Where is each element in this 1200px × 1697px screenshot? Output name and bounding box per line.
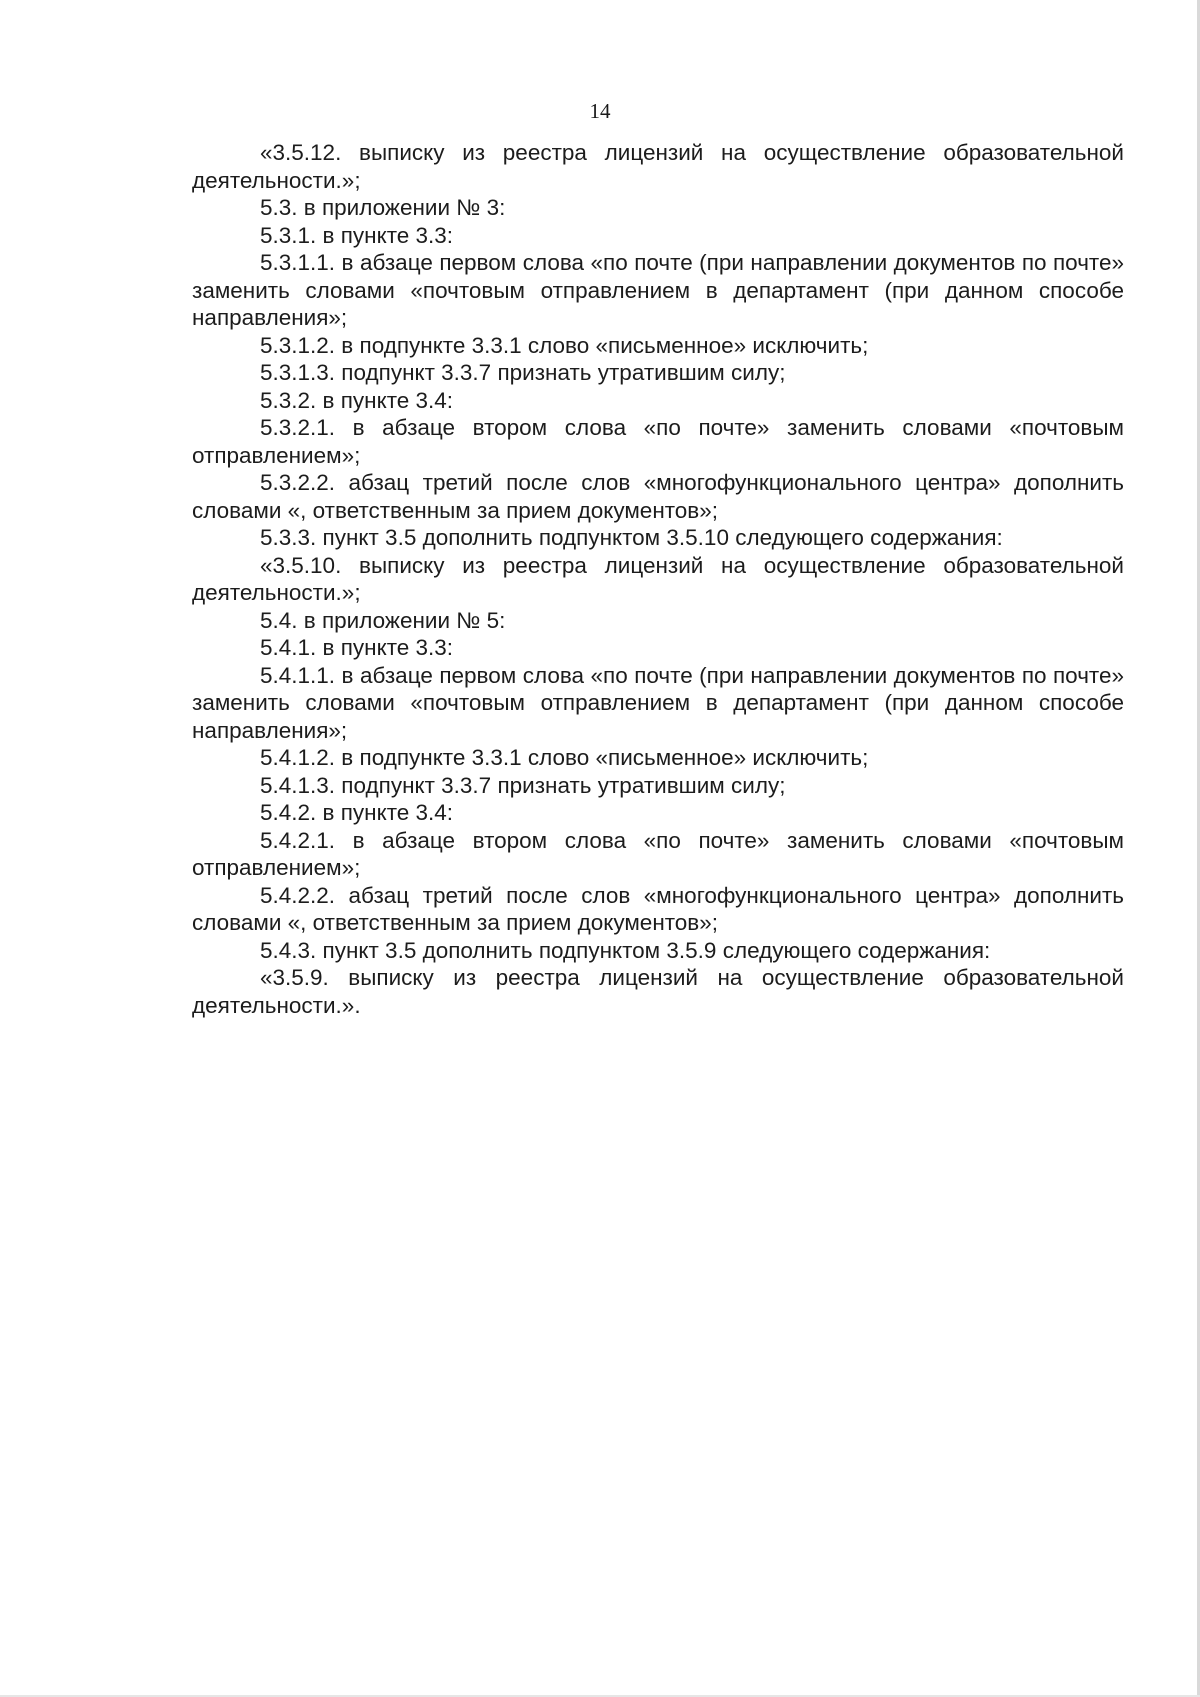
paragraph-3-5-9-quote: «3.5.9. выписку из реестра лицензий на осуществление образовательной деятельности.». [192, 965, 1124, 1018]
paragraph-5-3-1-2: 5.3.1.2. в подпункте 3.3.1 слово «письменное» исключить; [260, 332, 869, 358]
paragraph-5-4-2-1: 5.4.2.1. в абзаце втором слова «по почте» заменить словами «почтовым отправлением»; [192, 827, 1124, 880]
page-number: 14 [589, 99, 611, 123]
paragraph-5-3: 5.3. в приложении № 3: [260, 195, 506, 220]
paragraph-5-4-1-1: 5.4.1.1. в абзаце первом слова «по почте (при направлении документов по почте» заменить словами «почтовым отправлением в департамент (при данном способе направления»; [192, 662, 1124, 743]
paragraph-5-4-1-3: 5.4.1.3. подпункт 3.3.7 признать утратившим силу; [260, 772, 786, 798]
paragraph-5-3-2-2: 5.3.2.2. абзац третий после слов «многофункционального центра» дополнить словами «, ответственным за прием документов»; [192, 470, 1124, 523]
paragraph-5-4-2-2: 5.4.2.2. абзац третий после слов «многофункционального центра» дополнить словами «, ответственным за прием документов»; [192, 882, 1124, 935]
paragraph-5-4-3: 5.4.3. пункт 3.5 дополнить подпунктом 3.5.9 следующего содержания: [260, 937, 991, 963]
paragraph-5-3-3: 5.3.3. пункт 3.5 дополнить подпунктом 3.5.10 следующего содержания: [260, 525, 1003, 550]
paragraph-3-5-10-quote: «3.5.10. выписку из реестра лицензий на осуществление образовательной деятельности.»; [192, 552, 1124, 605]
paragraph-5-3-2: 5.3.2. в пункте 3.4: [260, 387, 454, 413]
document-body [192, 139, 1124, 1019]
paragraph-5-3-1-1: 5.3.1.1. в абзаце первом слова «по почте (при направлении документов по почте» заменить словами «почтовым отправлением в департамент (при данном способе направления»; [192, 250, 1124, 330]
paragraph-5-4-2: 5.4.2. в пункте 3.4: [260, 800, 454, 825]
paragraph-5-3-1: 5.3.1. в пункте 3.3: [260, 222, 454, 248]
paragraph-5-4-1-2: 5.4.1.2. в подпункте 3.3.1 слово «письменное» исключить; [260, 745, 869, 770]
paragraph-5-3-1-3: 5.3.1.3. подпункт 3.3.7 признать утратившим силу; [260, 360, 786, 385]
paragraph-5-3-2-1: 5.3.2.1. в абзаце втором слова «по почте» заменить словами «почтовым отправлением»; [192, 415, 1124, 468]
paragraph-5-4: 5.4. в приложении № 5: [260, 607, 506, 633]
paragraph-3-5-12-quote: «3.5.12. выписку из реестра лицензий на осуществление образовательной деятельности.»; [192, 140, 1124, 193]
paragraph-5-4-1: 5.4.1. в пункте 3.3: [260, 635, 454, 660]
